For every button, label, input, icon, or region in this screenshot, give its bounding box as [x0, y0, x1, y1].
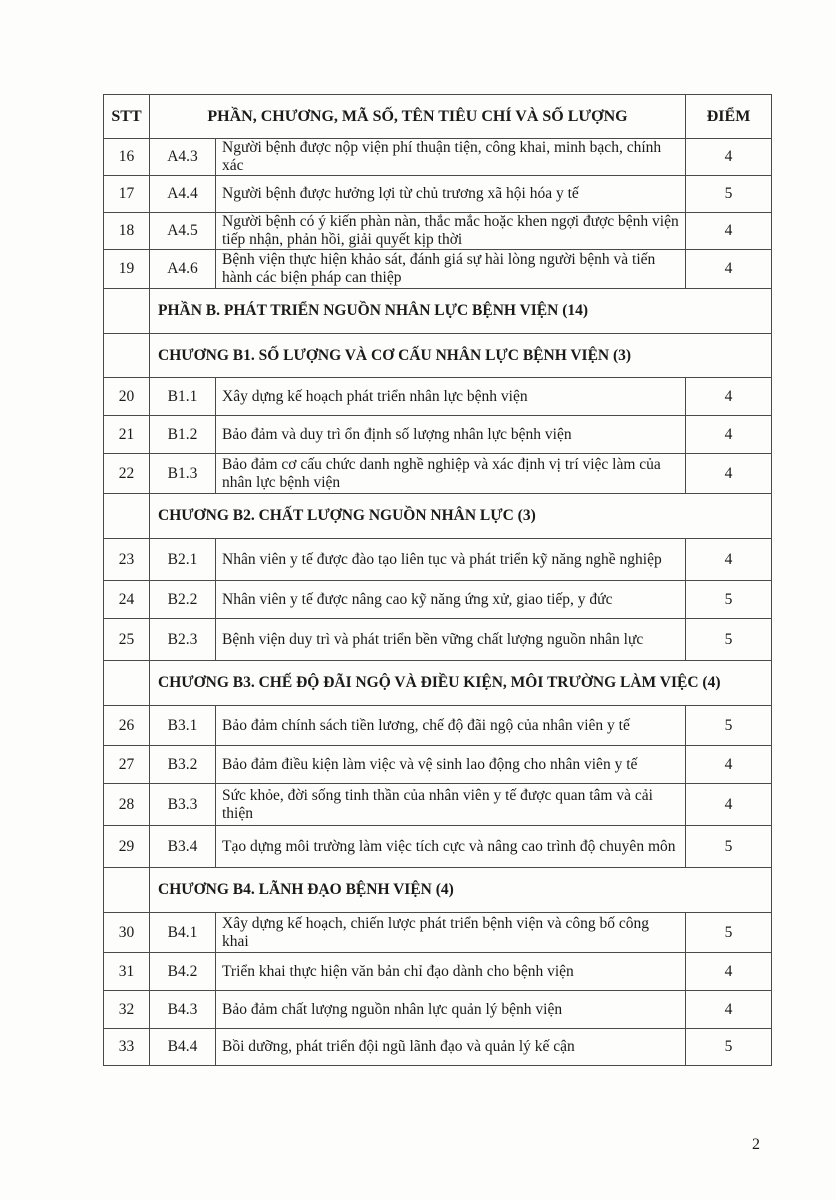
- row-code: B3.4: [150, 826, 216, 868]
- row-code: B2.3: [150, 619, 216, 661]
- row-name: Người bệnh được hưởng lợi từ chủ trương xã hội hóa y tế: [216, 176, 686, 213]
- row-score: 5: [686, 581, 772, 619]
- row-stt: 33: [104, 1029, 150, 1066]
- row-stt: 27: [104, 746, 150, 784]
- row-name: Bồi dưỡng, phát triển đội ngũ lãnh đạo và quản lý kế cận: [216, 1029, 686, 1066]
- row-code: A4.5: [150, 213, 216, 250]
- row-code: B1.3: [150, 454, 216, 494]
- row-stt-empty: [104, 334, 150, 378]
- row-score: 4: [686, 213, 772, 250]
- table-row: [104, 416, 772, 454]
- row-stt: 32: [104, 991, 150, 1029]
- chapter-title: CHƯƠNG B2. CHẤT LƯỢNG NGUỒN NHÂN LỰC (3): [150, 494, 772, 539]
- row-name: Xây dựng kế hoạch phát triển nhân lực bệnh viện: [216, 378, 686, 416]
- row-score: 4: [686, 746, 772, 784]
- header-stt: STT: [104, 95, 150, 139]
- table-row: [104, 139, 772, 176]
- row-score: 4: [686, 416, 772, 454]
- row-name: Bảo đảm chính sách tiền lương, chế độ đãi ngộ của nhân viên y tế: [216, 706, 686, 746]
- row-name: Bảo đảm và duy trì ổn định số lượng nhân lực bệnh viện: [216, 416, 686, 454]
- row-name: Sức khỏe, đời sống tinh thần của nhân viên y tế được quan tâm và cải thiện: [216, 784, 686, 826]
- row-name: Tạo dựng môi trường làm việc tích cực và nâng cao trình độ chuyên môn: [216, 826, 686, 868]
- row-score: 4: [686, 378, 772, 416]
- row-code: A4.4: [150, 176, 216, 213]
- table-row: [104, 539, 772, 581]
- row-stt: 18: [104, 213, 150, 250]
- row-code: B1.1: [150, 378, 216, 416]
- row-stt: 20: [104, 378, 150, 416]
- table-row: [104, 1029, 772, 1066]
- row-name: Bảo đảm cơ cấu chức danh nghề nghiệp và xác định vị trí việc làm của nhân lực bệnh viện: [216, 454, 686, 494]
- table-row: [104, 746, 772, 784]
- page-number: 2: [752, 1136, 760, 1153]
- row-code: B4.4: [150, 1029, 216, 1066]
- row-stt: 29: [104, 826, 150, 868]
- table-row: [104, 953, 772, 991]
- row-name: Nhân viên y tế được đào tạo liên tục và phát triển kỹ năng nghề nghiệp: [216, 539, 686, 581]
- chapter-row: [104, 661, 772, 706]
- row-name: Bảo đảm điều kiện làm việc và vệ sinh lao động cho nhân viên y tế: [216, 746, 686, 784]
- row-score: 4: [686, 539, 772, 581]
- row-score: 4: [686, 991, 772, 1029]
- row-score: 5: [686, 706, 772, 746]
- row-score: 5: [686, 619, 772, 661]
- row-code: B3.3: [150, 784, 216, 826]
- row-code: B3.1: [150, 706, 216, 746]
- table-header-row: [104, 95, 772, 139]
- row-stt: 19: [104, 250, 150, 289]
- table-row: [104, 581, 772, 619]
- table-row: [104, 826, 772, 868]
- table-row: [104, 250, 772, 289]
- row-name: Xây dựng kế hoạch, chiến lược phát triển bệnh viện và công bố công khai: [216, 913, 686, 953]
- table-row: [104, 913, 772, 953]
- row-score: 5: [686, 176, 772, 213]
- row-score: 5: [686, 826, 772, 868]
- row-stt-empty: [104, 494, 150, 539]
- row-score: 4: [686, 454, 772, 494]
- row-score: 4: [686, 784, 772, 826]
- chapter-row: [104, 334, 772, 378]
- row-stt-empty: [104, 868, 150, 913]
- row-code: B1.2: [150, 416, 216, 454]
- table-row: [104, 706, 772, 746]
- row-stt: 23: [104, 539, 150, 581]
- row-stt: 26: [104, 706, 150, 746]
- row-stt: 24: [104, 581, 150, 619]
- row-name: Bệnh viện duy trì và phát triển bền vững chất lượng nguồn nhân lực: [216, 619, 686, 661]
- row-score: 4: [686, 139, 772, 176]
- row-name: Người bệnh được nộp viện phí thuận tiện, công khai, minh bạch, chính xác: [216, 139, 686, 176]
- row-stt-empty: [104, 661, 150, 706]
- row-stt: 25: [104, 619, 150, 661]
- chapter-title: CHƯƠNG B4. LÃNH ĐẠO BỆNH VIỆN (4): [150, 868, 772, 913]
- row-score: 5: [686, 913, 772, 953]
- row-stt: 31: [104, 953, 150, 991]
- table-row: [104, 991, 772, 1029]
- row-code: A4.3: [150, 139, 216, 176]
- row-stt: 22: [104, 454, 150, 494]
- chapter-row: [104, 494, 772, 539]
- row-stt: 28: [104, 784, 150, 826]
- table-row: [104, 454, 772, 494]
- row-name: Triển khai thực hiện văn bản chỉ đạo dành cho bệnh viện: [216, 953, 686, 991]
- chapter-row: [104, 868, 772, 913]
- row-stt: 16: [104, 139, 150, 176]
- chapter-title: CHƯƠNG B1. SỐ LƯỢNG VÀ CƠ CẤU NHÂN LỰC BỆNH VIỆN (3): [150, 334, 772, 378]
- row-code: B4.3: [150, 991, 216, 1029]
- criteria-table: [103, 94, 772, 1066]
- table-row: [104, 213, 772, 250]
- row-code: B2.2: [150, 581, 216, 619]
- table-row: [104, 176, 772, 213]
- row-stt: 17: [104, 176, 150, 213]
- row-code: B4.2: [150, 953, 216, 991]
- table-row: [104, 619, 772, 661]
- table-row: [104, 784, 772, 826]
- row-score: 4: [686, 953, 772, 991]
- row-stt-empty: [104, 289, 150, 334]
- section-row: [104, 289, 772, 334]
- row-name: Nhân viên y tế được nâng cao kỹ năng ứng xử, giao tiếp, y đức: [216, 581, 686, 619]
- header-title: PHẦN, CHƯƠNG, MÃ SỐ, TÊN TIÊU CHÍ VÀ SỐ LƯỢNG: [150, 95, 686, 139]
- row-stt: 30: [104, 913, 150, 953]
- row-code: B2.1: [150, 539, 216, 581]
- row-score: 4: [686, 250, 772, 289]
- row-score: 5: [686, 1029, 772, 1066]
- table-row: [104, 378, 772, 416]
- row-code: B3.2: [150, 746, 216, 784]
- row-name: Bệnh viện thực hiện khảo sát, đánh giá sự hài lòng người bệnh và tiến hành các biện pháp can thiệp: [216, 250, 686, 289]
- row-name: Bảo đảm chất lượng nguồn nhân lực quản lý bệnh viện: [216, 991, 686, 1029]
- row-code: A4.6: [150, 250, 216, 289]
- row-name: Người bệnh có ý kiến phàn nàn, thắc mắc hoặc khen ngợi được bệnh viện tiếp nhận, phản hồi, giải quyết kịp thời: [216, 213, 686, 250]
- header-score: ĐIỂM: [686, 95, 772, 139]
- section-title: PHẦN B. PHÁT TRIỂN NGUỒN NHÂN LỰC BỆNH VIỆN (14): [150, 289, 772, 334]
- row-stt: 21: [104, 416, 150, 454]
- chapter-title: CHƯƠNG B3. CHẾ ĐỘ ĐÃI NGỘ VÀ ĐIỀU KIỆN, MÔI TRƯỜNG LÀM VIỆC (4): [150, 661, 772, 706]
- row-code: B4.1: [150, 913, 216, 953]
